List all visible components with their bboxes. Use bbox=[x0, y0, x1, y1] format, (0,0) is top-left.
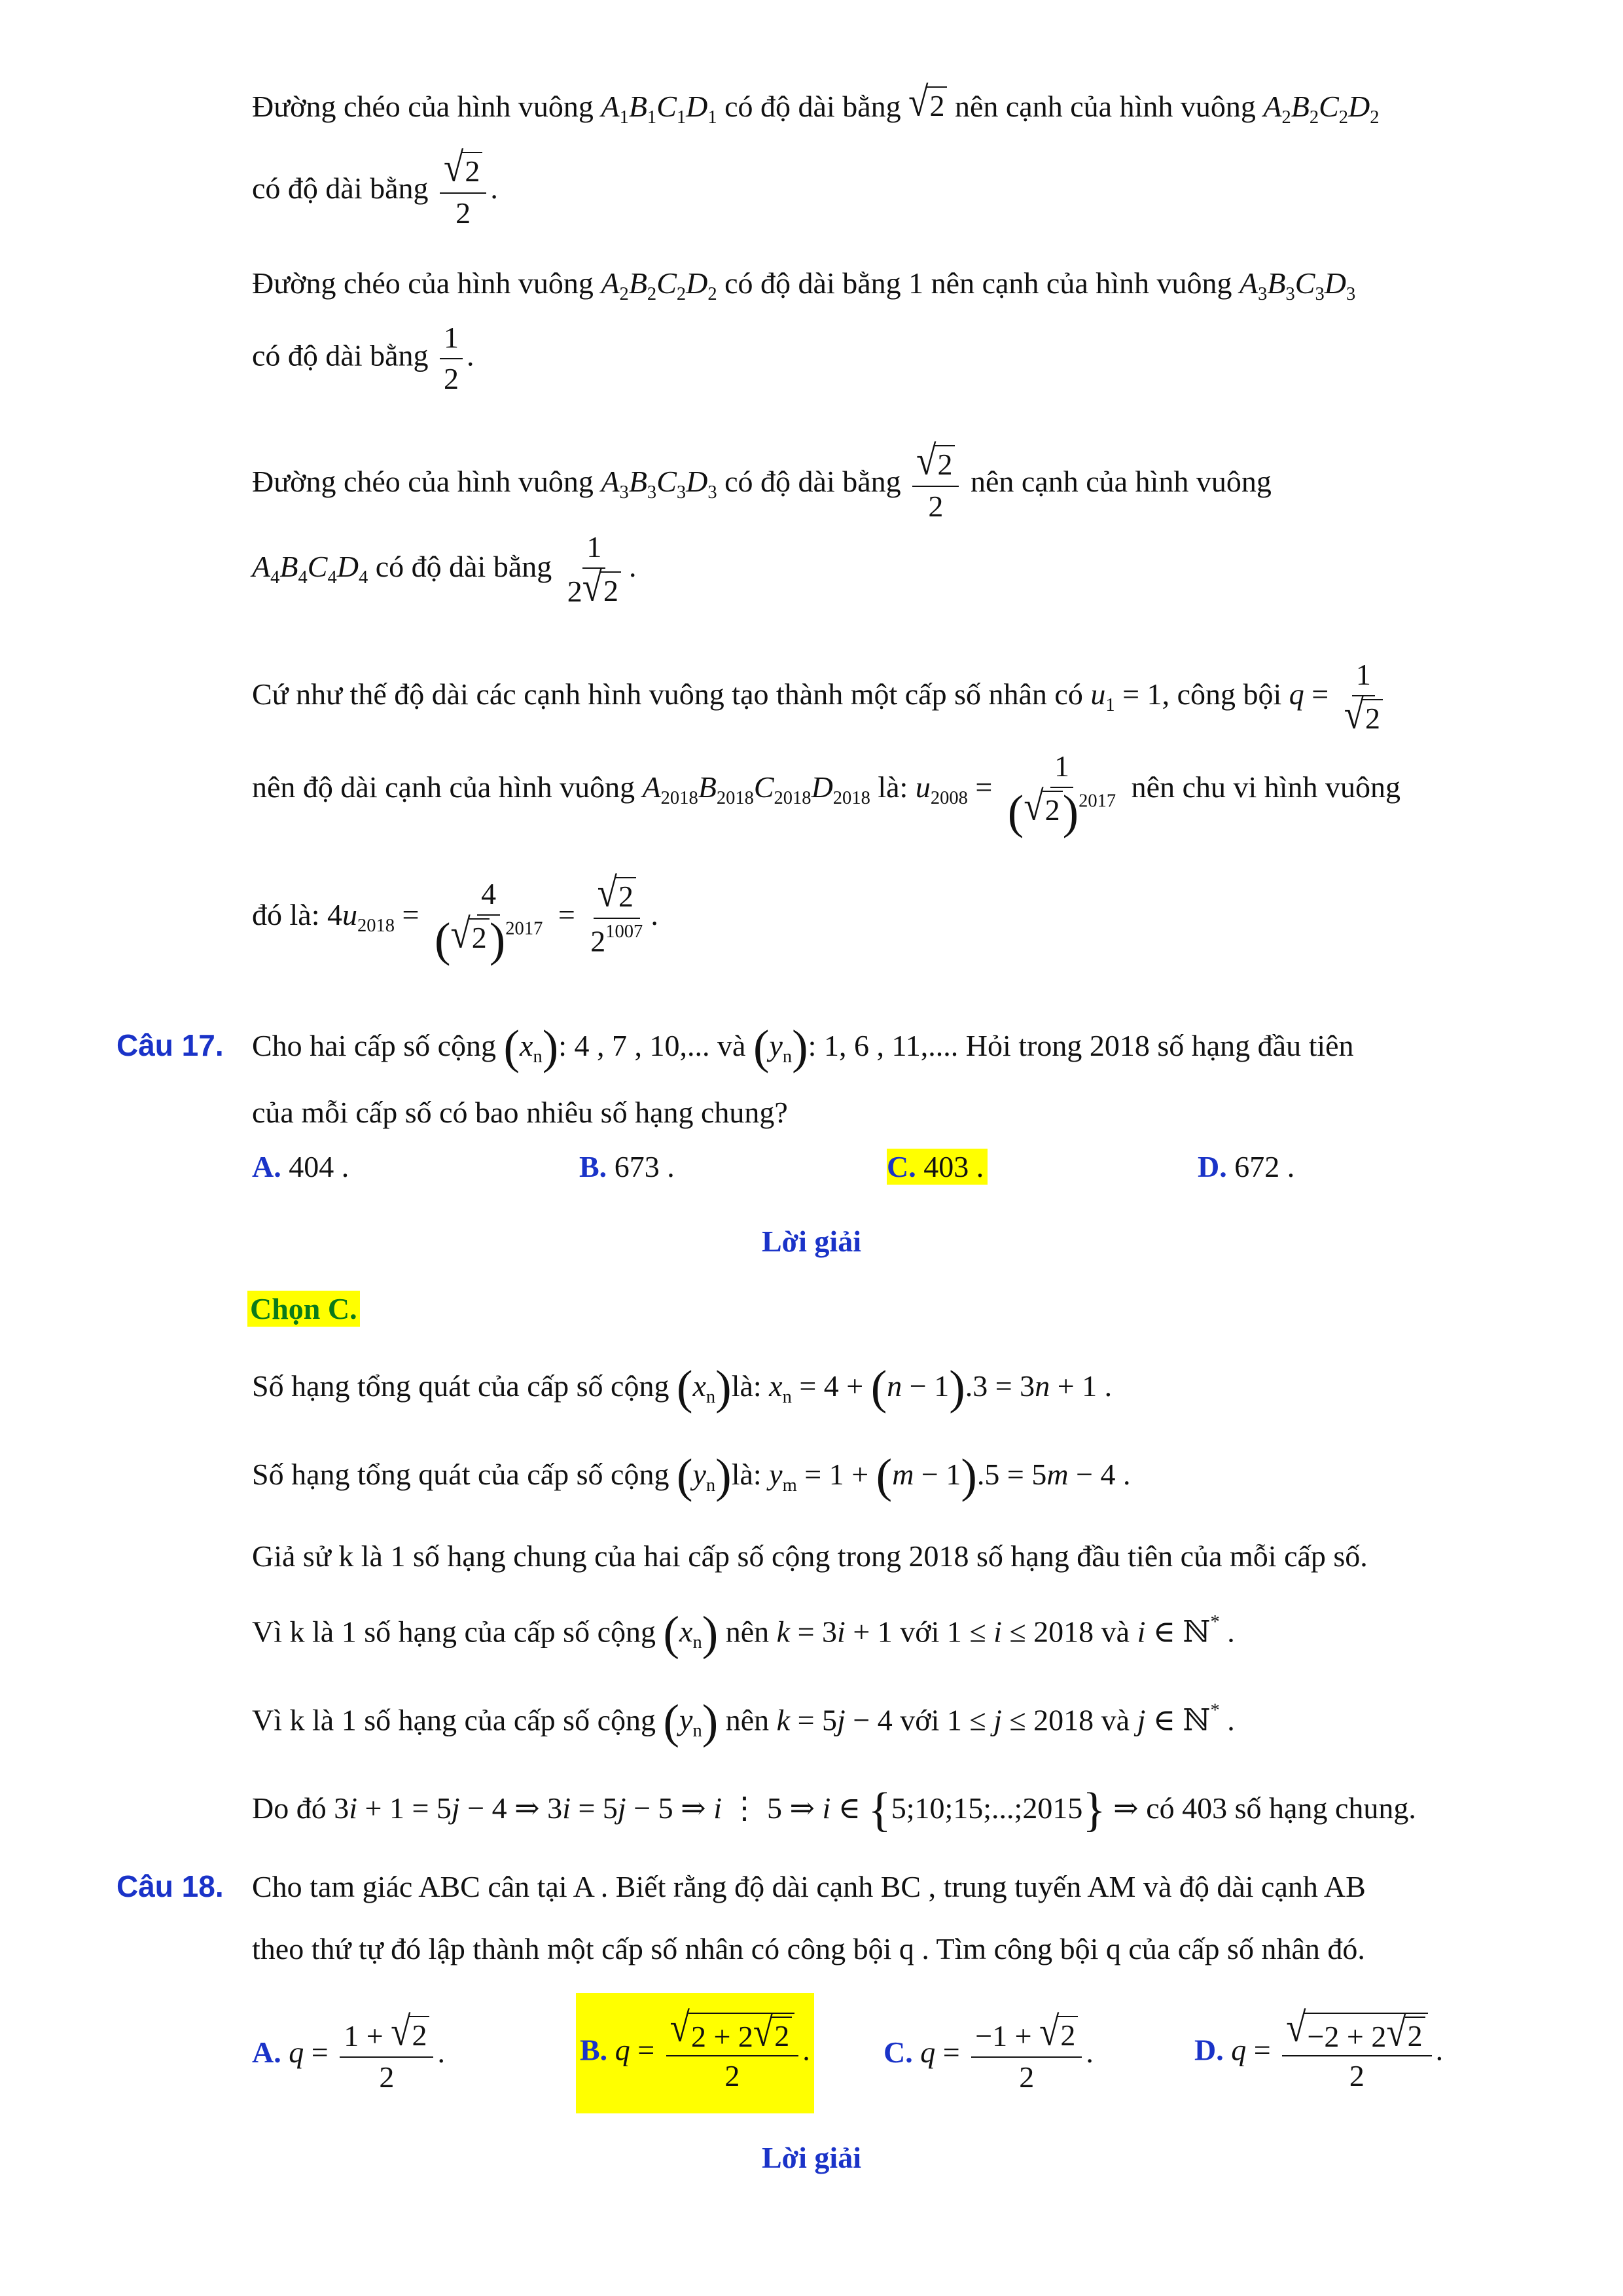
p4-text-c: nên độ dài cạnh của hình vuông bbox=[252, 770, 635, 804]
q17-seqx: : 4 , 7 , 10,... và bbox=[558, 1029, 746, 1062]
p4-text-d: là: bbox=[878, 770, 908, 804]
q17-s3: Giả sử k là 1 số hạng chung của hai cấp số cộng trong 2018 số hạng đầu tiên của mỗi cấp số. bbox=[252, 1539, 1368, 1573]
q17-line1 bbox=[116, 1028, 224, 1064]
q17-s4: Vì k là 1 số hạng của cấp số cộng $(x_n)$ nên k = 3i + 1 với 1 ≤ i ≤ 2018 và i ∈ ℕ* . bbox=[252, 1605, 1235, 1660]
p1-text-c: nên cạnh của hình vuông bbox=[954, 90, 1256, 123]
q17-s2: Số hạng tổng quát của cấp số cộng $(y_n)là$: $y_m = 1 + (m - 1).5 = 5m - 4$ . bbox=[252, 1448, 1131, 1503]
p3-text-b: có độ dài bằng bbox=[724, 464, 901, 498]
q18-option-c[interactable]: C. q = −1 + √ 2 2 . bbox=[883, 2008, 1094, 2094]
q17-label: Câu 17. bbox=[116, 1028, 224, 1062]
p4-text-e: nên chu vi hình vuông bbox=[1131, 770, 1401, 804]
q18-option-b[interactable]: B. q = √ 2 + 2 √ 2 2 . bbox=[576, 1993, 814, 2113]
p2-text-a: Đường chéo của hình vuông bbox=[252, 266, 594, 300]
p4-line3: đó là: $4u_{2018}$ = 4 ( √ 2 )$^{2017}$ = √ 2 $2^{1007}$ . bbox=[252, 869, 658, 967]
p2-line2: có độ dài bằng $\frac{1}{2}$ . bbox=[252, 321, 474, 395]
q17-option-d[interactable]: D. 672 . bbox=[1198, 1150, 1295, 1183]
p2-line1: Đường chéo của hình vuông $A_2B_2C_2D_2$ có độ dài bằng 1 nên cạnh của hình vuông $A_3B_3C_3D_3$ bbox=[252, 266, 1356, 304]
p3-line1: Đường chéo của hình vuông $A_3B_3C_3D_3$ có độ dài bằng √ 2 2 nên cạnh của hình vuông bbox=[252, 437, 1272, 523]
q18-text2: theo thứ tự đó lập thành một cấp số nhân có công bội q . Tìm công bội q của cấp số nhân đó. bbox=[252, 1932, 1365, 1965]
p4-text-a: Cứ như thế độ dài các cạnh hình vuông tạo thành một cấp số nhân có bbox=[252, 677, 1083, 711]
q17-s6: Do đó 3i + 1 = 5j − 4 ⇒ 3i = 5j − 5 ⇒ i ⋮ 5 ⇒ i ∈ {5;10;15;...;2015} ⇒ có 403 số hạng chung. bbox=[252, 1782, 1416, 1837]
p3-text-c: nên cạnh của hình vuông bbox=[970, 464, 1272, 498]
q17-option-a[interactable]: A. 404 . bbox=[252, 1150, 349, 1183]
p4-line1: Cứ như thế độ dài các cạnh hình vuông tạo thành một cấp số nhân có $u_1 = 1$, công bội q = 1 √ 2 bbox=[252, 658, 1391, 737]
p1-line2: có độ dài bằng √ 2 2 . bbox=[252, 144, 498, 230]
q18-option-a[interactable]: A. q = 1 + √ 2 2 . bbox=[252, 2008, 445, 2094]
q17-seqy: : 1, 6 , 11,.... Hỏi trong 2018 số hạng đầu tiên bbox=[808, 1029, 1354, 1062]
q17-text2: của mỗi cấp số có bao nhiêu số hạng chung? bbox=[252, 1096, 788, 1129]
p1-text-a: Đường chéo của hình vuông bbox=[252, 90, 594, 123]
q17-s1: Số hạng tổng quát của cấp số cộng $(x_n)là$: $x_n = 4 + (n - 1).3 = 3n + 1$ . bbox=[252, 1360, 1113, 1414]
q17-solution-title: Lời giải bbox=[762, 1225, 861, 1258]
q18-label: Câu 18. bbox=[116, 1869, 224, 1903]
q17-option-c[interactable]: C. 403 . bbox=[887, 1149, 988, 1185]
p1-line1: Đường chéo của hình vuông $A_1B_1C_1D_1$ có độ dài bằng √ 2 nên cạnh của hình vuông $A_2B_2C_2D_2$ bbox=[252, 79, 1380, 128]
p1-text-b: có độ dài bằng bbox=[724, 90, 901, 123]
p1-text-d: có độ dài bằng bbox=[252, 171, 429, 205]
p3-text-a: Đường chéo của hình vuông bbox=[252, 464, 594, 498]
q17-choice: Chọn C. bbox=[247, 1291, 360, 1327]
p4-text-b: , công bội bbox=[1162, 677, 1282, 711]
q17-s5: Vì k là 1 số hạng của cấp số cộng $(y_n)$ nên k = 5j − 4 với 1 ≤ j ≤ 2018 và j ∈ ℕ* . bbox=[252, 1694, 1235, 1748]
p4-line2: nên độ dài cạnh của hình vuông $A_{2018}B_{2018}C_{2018}D_{2018}$ là: $u_{2008}$ = 1 ( √ 2 )$^{2017}$ nên chu vi hình vuông bbox=[252, 749, 1401, 838]
q18-solution-title: Lời giải bbox=[762, 2141, 861, 2174]
q18-text1: Cho tam giác ABC cân tại A . Biết rằng độ dài cạnh BC , trung tuyến AM và độ dài cạnh AB bbox=[252, 1870, 1366, 1903]
q18-option-d[interactable]: D. q = √ −2 + 2 √ 2 2 . bbox=[1194, 2004, 1444, 2093]
q17-option-b[interactable]: B. 673 . bbox=[579, 1150, 675, 1183]
q17-text1a: Cho hai cấp số cộng bbox=[252, 1029, 497, 1062]
p4-text-f: đó là: bbox=[252, 898, 320, 932]
p2-text-b: có độ dài bằng 1 nên cạnh của hình vuông bbox=[724, 266, 1232, 300]
q17-text1: Cho hai cấp số cộng $(x_n)$: 4 , 7 , 10,... và $(y_n)$: 1, 6 , 11,.... Hỏi trong 2018 số hạng đầu tiên bbox=[252, 1020, 1354, 1074]
p3-line2: $A_4B_4C_4D_4$ có độ dài bằng 1 2 √ 2 . bbox=[252, 530, 637, 610]
p3-text-d: có độ dài bằng bbox=[375, 549, 552, 583]
p2-text-d: có độ dài bằng bbox=[252, 338, 429, 372]
